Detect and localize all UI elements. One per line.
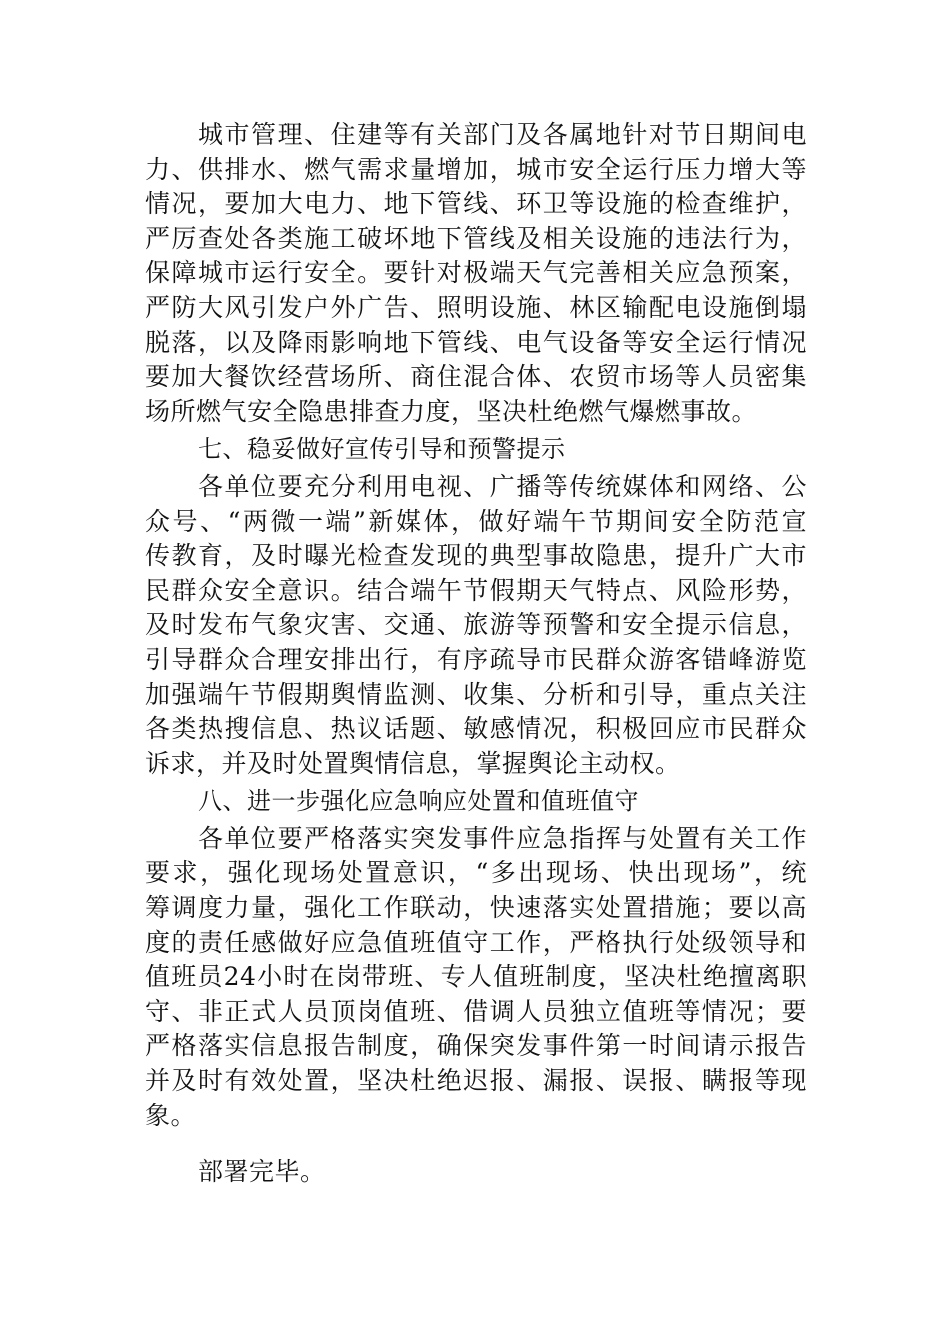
section-seven-body: [145, 470, 807, 781]
paragraph-line: 加强端午节假期舆情监测、收集、分析和引导，重点关注: [145, 679, 807, 709]
paragraph-line: 传教育，及时曝光检查发现的典型事故隐患，提升广大市: [145, 541, 807, 571]
paragraph-line: 守、非正式人员顶岗值班、借调人员独立值班等情况；要: [145, 996, 807, 1026]
paragraph-line: 要求，强化现场处置意识，“多出现场、快出现场”，统: [145, 858, 807, 888]
paragraph-line: 众号、“两微一端”新媒体，做好端午节期间安全防范宣: [145, 506, 807, 536]
paragraph-line: 情况，要加大电力、地下管线、环卫等设施的检查维护，: [145, 189, 807, 219]
section-six-tail: [145, 118, 807, 429]
document-page: [145, 118, 807, 1190]
section-eight-body: [145, 822, 807, 1133]
paragraph-line: 严厉查处各类施工破坏地下管线及相关设施的违法行为，: [145, 223, 807, 253]
paragraph-line: 保障城市运行安全。要针对极端天气完善相关应急预案，: [145, 258, 807, 288]
paragraph-line: 各单位要严格落实突发事件应急指挥与处置有关工作: [198, 823, 807, 853]
paragraph-line: 各单位要充分利用电视、广播等传统媒体和网络、公: [198, 471, 807, 501]
paragraph-line: 严格落实信息报告制度，确保突发事件第一时间请示报告: [145, 1031, 807, 1061]
paragraph-line: 并及时有效处置，坚决杜绝迟报、漏报、误报、瞒报等现: [145, 1066, 807, 1096]
paragraph-line: 城市管理、住建等有关部门及各属地针对节日期间电: [198, 120, 807, 149]
paragraph-line: 象。: [145, 1100, 197, 1130]
paragraph-line: 脱落，以及降雨影响地下管线、电气设备等安全运行情况: [145, 327, 807, 357]
paragraph-line: 引导群众合理安排出行，有序疏导市民群众游客错峰游览: [145, 644, 807, 674]
paragraph-line: 民群众安全意识。结合端午节假期天气特点、风险形势，: [145, 575, 807, 605]
section-eight-heading: 八、进一步强化应急响应处置和值班值守: [198, 787, 639, 816]
paragraph-line: 场所燃气安全隐患排查力度，坚决杜绝燃气爆燃事故。: [145, 396, 758, 426]
paragraph-line: 要加大餐饮经营场所、商住混合体、农贸市场等人员密集: [145, 362, 807, 392]
paragraph-line: 及时发布气象灾害、交通、旅游等预警和安全提示信息，: [145, 610, 807, 640]
paragraph-line: 各类热搜信息、热议话题、敏感情况，积极回应市民群众: [145, 714, 807, 744]
paragraph-line: 诉求，并及时处置舆情信息，掌握舆论主动权。: [145, 748, 681, 778]
paragraph-line: 严防大风引发户外广告、照明设施、林区输配电设施倒塌: [145, 292, 807, 322]
paragraph-line: 值班员24小时在岗带班、专人值班制度，坚决杜绝擅离职: [145, 962, 807, 992]
closing-line: 部署完毕。: [198, 1157, 326, 1187]
section-seven-heading: 七、稳妥做好宣传引导和预警提示: [198, 435, 566, 464]
paragraph-line: 度的责任感做好应急值班值守工作，严格执行处级领导和: [145, 927, 807, 957]
paragraph-line: 力、供排水、燃气需求量增加，城市安全运行压力增大等: [145, 154, 807, 184]
paragraph-line: 筹调度力量，强化工作联动，快速落实处置措施；要以高: [145, 893, 807, 923]
